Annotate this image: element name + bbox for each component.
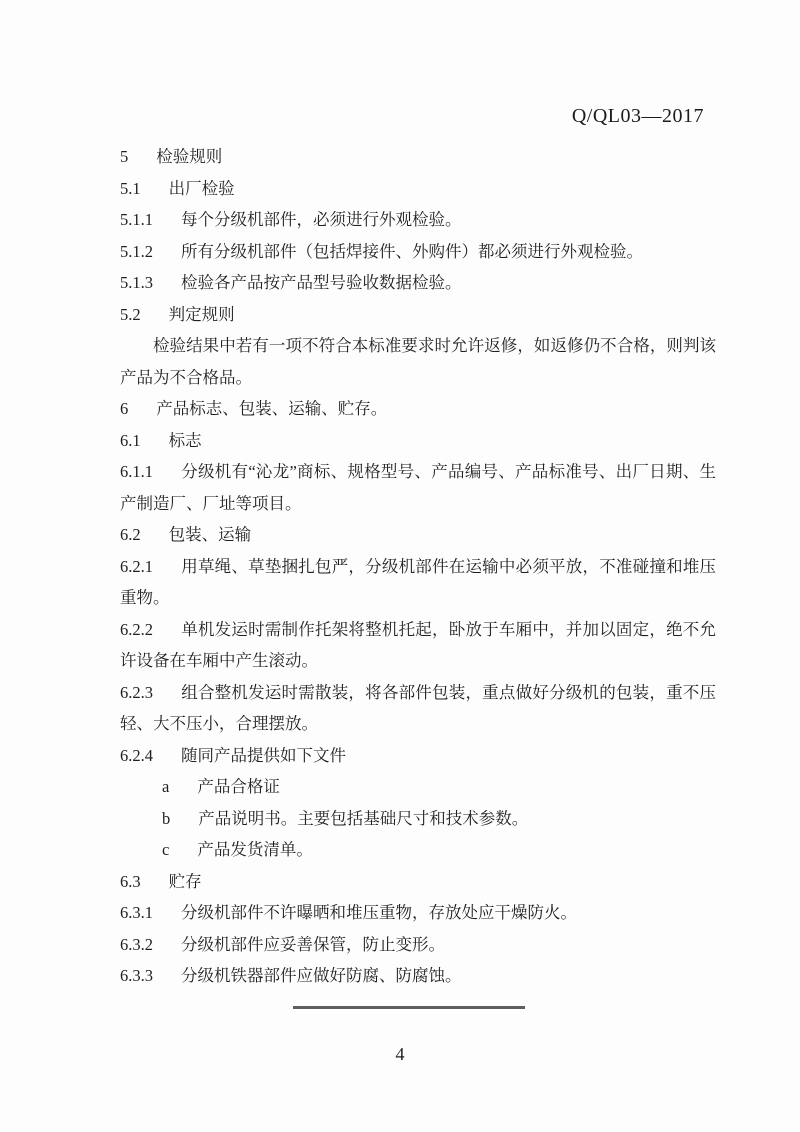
clause-number: 6.3.1 — [120, 903, 153, 922]
clause-6-2-4 — [120, 740, 716, 772]
clause-text: 分级机部件不许曝晒和堆压重物，存放处应干燥防火。 — [181, 903, 577, 922]
section-number: 5 — [120, 147, 129, 166]
list-item-a — [162, 771, 716, 803]
clause-number: 6.2.4 — [120, 745, 153, 765]
list-text: 产品发货清单。 — [197, 840, 313, 859]
section-title: 检验规则 — [156, 147, 223, 166]
clause-6-2-1 — [120, 551, 716, 614]
clause-text: 组合整机发运时需散装，将各部件包装，重点做好分级机的包装，重不压轻、大不压小，合理摆放。 — [120, 682, 716, 733]
section-number: 6.2 — [120, 525, 141, 544]
clause-6-3-2 — [120, 929, 716, 961]
clause-text: 随同产品提供如下文件 — [181, 745, 346, 765]
clause-6-1-1 — [120, 456, 716, 519]
section-heading-6 — [120, 393, 716, 425]
list-marker: c — [162, 840, 170, 859]
end-of-document-rule — [293, 1006, 525, 1009]
section-title: 产品标志、包装、运输、贮存。 — [156, 399, 388, 418]
section-heading-5-1 — [120, 173, 716, 205]
clause-number: 6.1.1 — [120, 462, 153, 481]
section-number: 6.1 — [120, 430, 141, 450]
paragraph-text: 检验结果中若有一项不符合本标准要求时允许返修，如返修仍不合格，则判该产品为不合格品。 — [120, 336, 716, 387]
clause-number: 5.1.1 — [120, 210, 153, 229]
clause-text: 分级机部件应妥善保管，防止变形。 — [181, 934, 445, 954]
section-number: 5.2 — [120, 304, 141, 324]
section-heading-6-1 — [120, 425, 716, 457]
list-text: 产品合格证 — [197, 777, 280, 796]
clause-text: 所有分级机部件（包括焊接件、外购件）都必须进行外观检验。 — [181, 241, 643, 261]
list-text: 产品说明书。主要包括基础尺寸和技术参数。 — [198, 808, 529, 828]
clause-text: 每个分级机部件，必须进行外观检验。 — [181, 210, 462, 229]
section-heading-6-2 — [120, 519, 716, 551]
section-title: 包装、运输 — [168, 525, 252, 544]
section-heading-5-2 — [120, 299, 716, 331]
section-number: 6.3 — [120, 871, 141, 891]
clause-5-1-1 — [120, 204, 716, 236]
section-heading-5 — [120, 141, 716, 173]
clause-number: 5.1.2 — [120, 241, 153, 261]
section-number: 6 — [120, 399, 129, 418]
page-number: 4 — [395, 1044, 405, 1064]
clause-6-2-3 — [120, 677, 716, 740]
clause-number: 6.2.3 — [120, 682, 153, 702]
clause-6-3-3 — [120, 960, 716, 992]
clause-6-3-1 — [120, 897, 716, 929]
section-title: 判定规则 — [168, 304, 235, 324]
list-marker: a — [162, 777, 170, 796]
standard-code-header: Q/QL03—2017 — [571, 105, 704, 127]
clause-5-1-2 — [120, 236, 716, 268]
clause-number: 6.3.3 — [120, 966, 153, 985]
clause-text: 分级机有“沁龙”商标、规格型号、产品编号、产品标准号、出厂日期、生产制造厂、厂址等项目。 — [120, 462, 716, 513]
section-heading-6-3 — [120, 866, 716, 898]
list-item-b — [162, 803, 716, 835]
section-number: 5.1 — [120, 178, 141, 198]
clause-number: 6.2.1 — [120, 556, 153, 576]
paragraph-5-2 — [120, 330, 716, 393]
section-title: 贮存 — [168, 871, 202, 891]
section-title: 标志 — [168, 430, 202, 450]
clause-number: 6.3.2 — [120, 934, 153, 954]
clause-6-2-2 — [120, 614, 716, 677]
clause-number: 6.2.2 — [120, 619, 153, 639]
clause-text: 分级机铁器部件应做好防腐、防腐蚀。 — [181, 966, 462, 985]
document-body — [120, 141, 716, 992]
clause-text: 用草绳、草垫捆扎包严，分级机部件在运输中必须平放，不准碰撞和堆压重物。 — [120, 556, 716, 607]
clause-number: 5.1.3 — [120, 273, 153, 292]
clause-text: 单机发运时需制作托架将整机托起，卧放于车厢中，并加以固定，绝不允许设备在车厢中产生滚动。 — [120, 619, 716, 670]
clause-text: 检验各产品按产品型号验收数据检验。 — [181, 273, 462, 292]
list-item-c — [162, 834, 716, 866]
clause-5-1-3 — [120, 267, 716, 299]
section-title: 出厂检验 — [168, 178, 235, 198]
list-marker: b — [162, 808, 171, 828]
